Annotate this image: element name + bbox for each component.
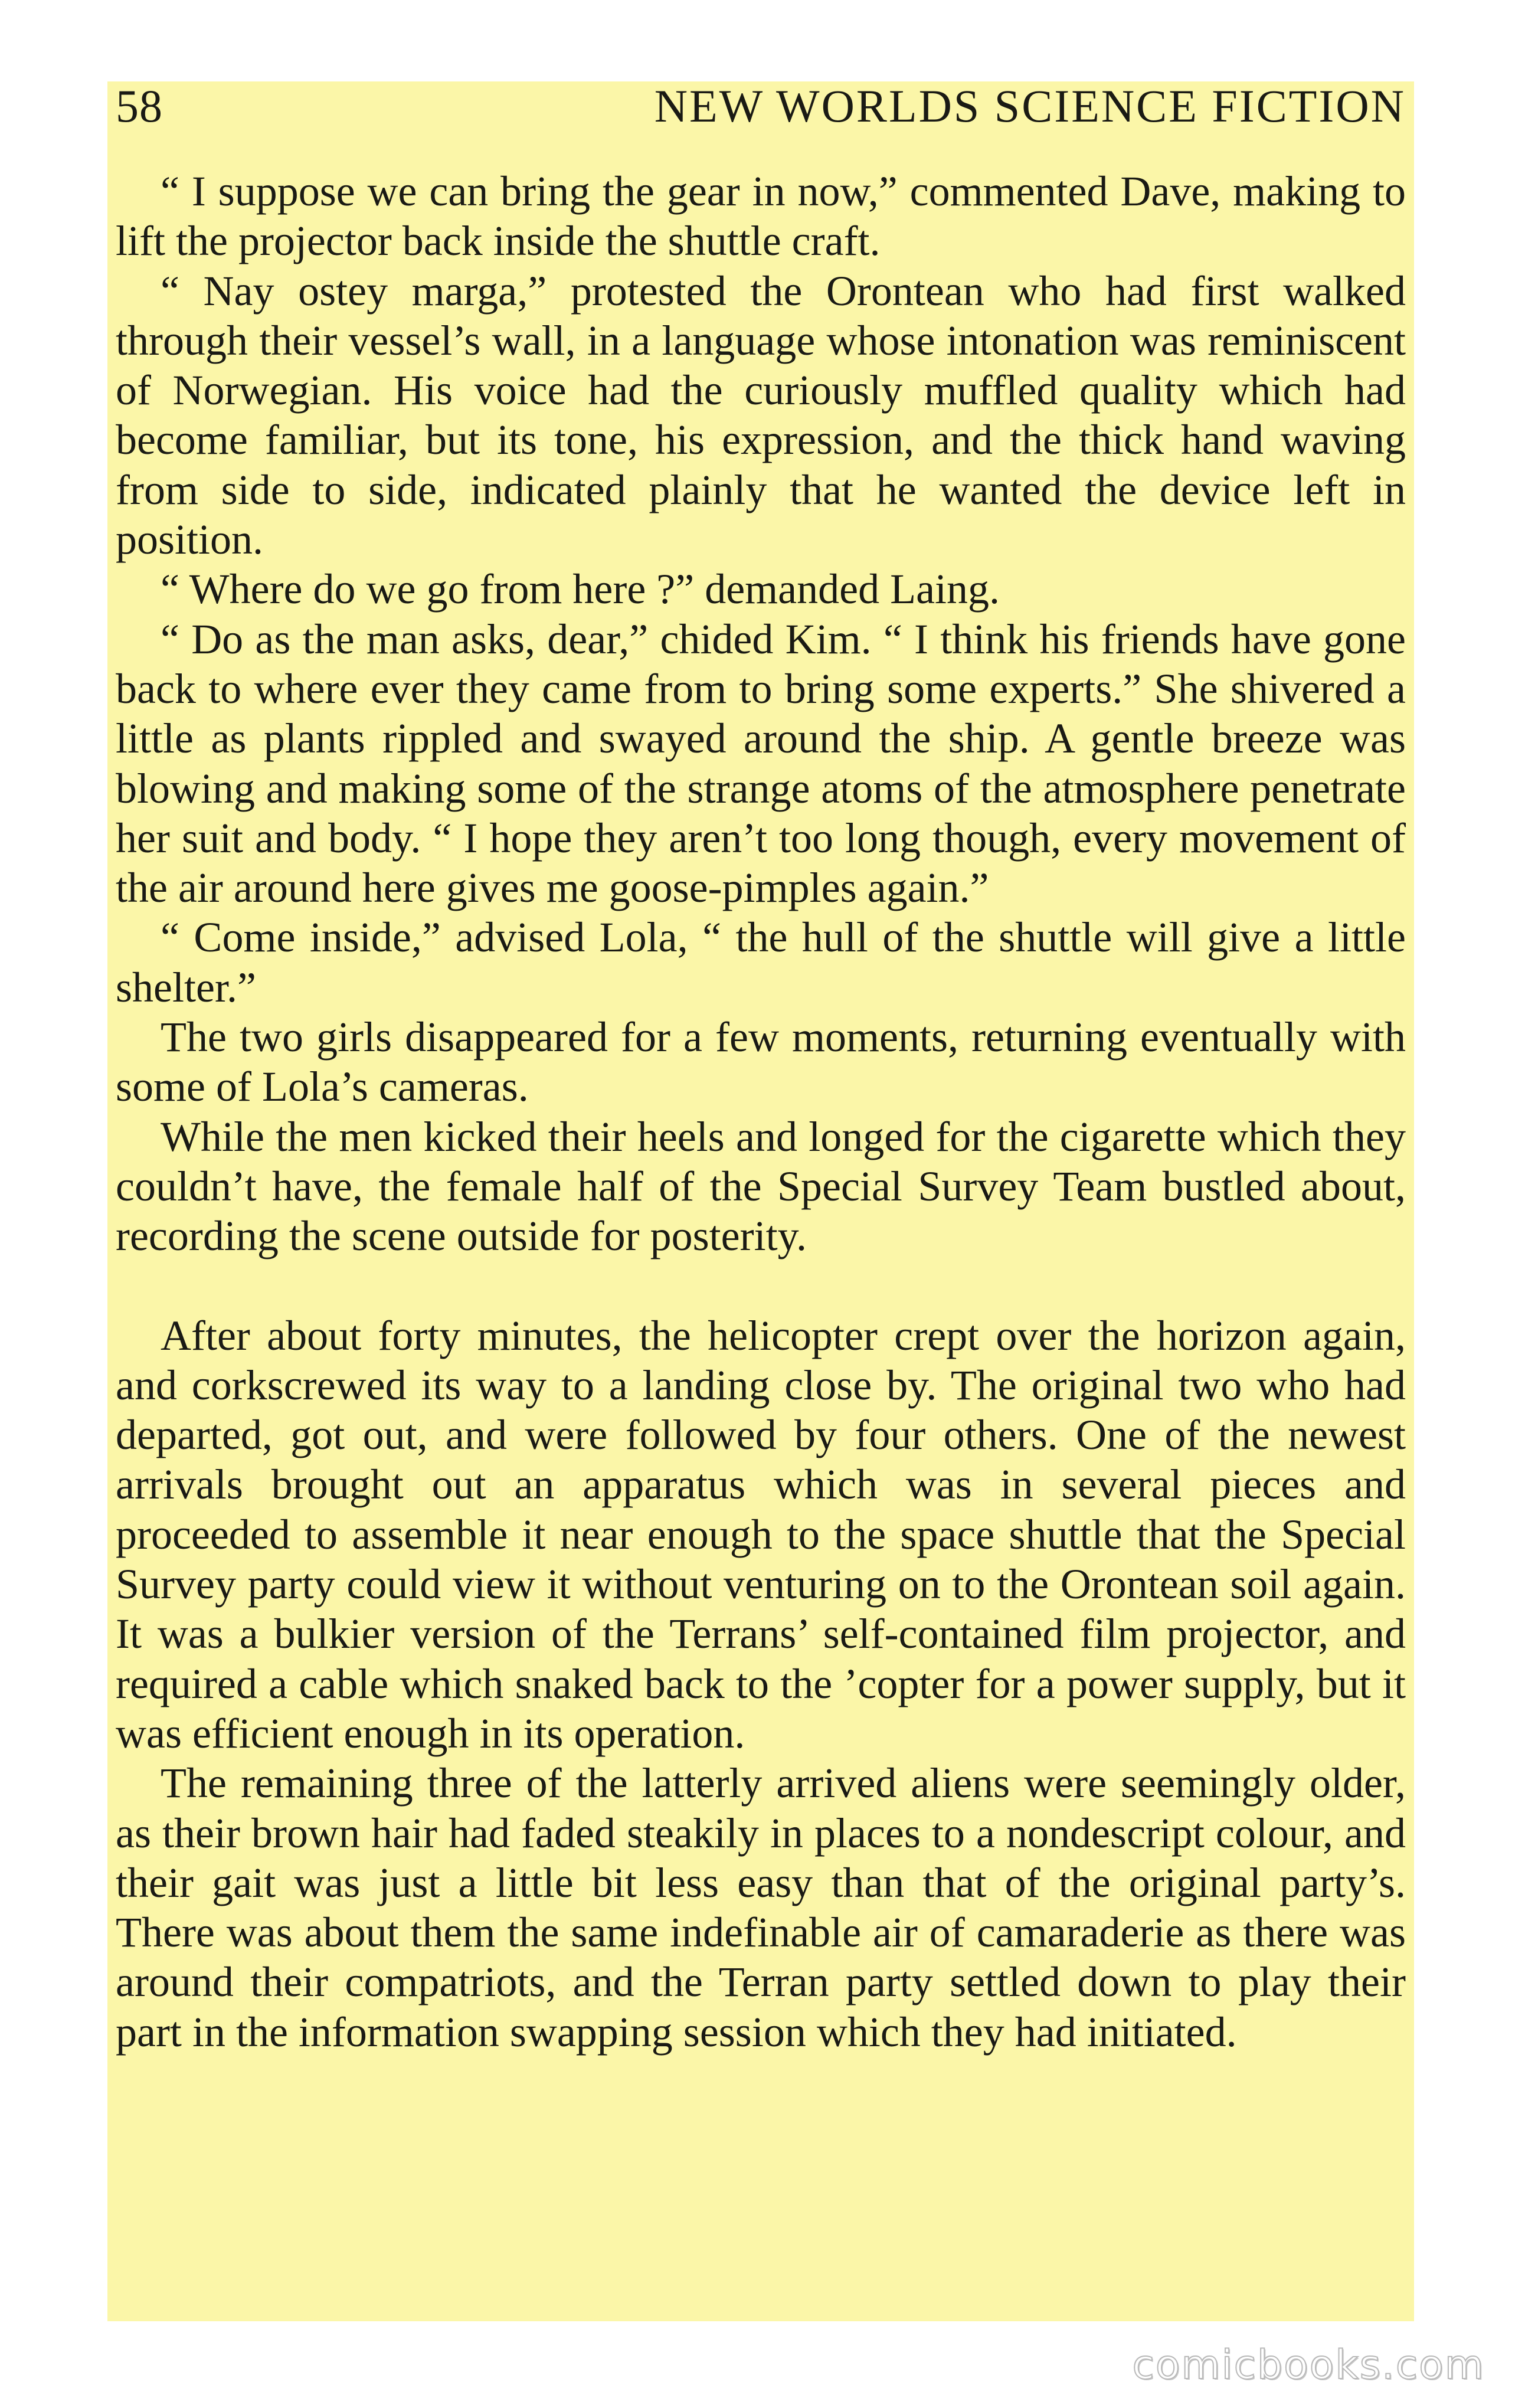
paragraph: “ Nay ostey marga,” protested the Orontean who had first walked through their vessel’s wall, in a language whose intonation was reminiscent of Norwegian. His voice had the curiously muffled quality which had become familiar, but its tone, his expression, and the thick hand waving from side to side, indicated plainly that he wanted the device left in position. <box>116 267 1406 564</box>
paragraph: “ Where do we go from here ?” demanded Laing. <box>161 565 1000 613</box>
paragraph: “ Come inside,” advised Lola, “ the hull of the shuttle will give a little shelter.” <box>116 914 1406 1011</box>
paragraph: “ Do as the man asks, dear,” chided Kim. “ I think his friends have gone back to where ever they came from to bring some experts.” She shivered a little as plants rippled and swayed around the ship. A gentle breeze was blowing and making some of the strange atoms of the atmosphere penetrate her suit and body. “ I hope they aren’t too long though, every movement of the air around here gives me goose-pimples again.” <box>116 615 1406 912</box>
paragraph: The two girls disappeared for a few moments, returning eventually with some of Lola’s cameras. <box>116 1013 1406 1111</box>
page-header <box>116 78 1406 135</box>
running-title: NEW WORLDS SCIENCE FICTION <box>654 80 1406 132</box>
watermark: comicbooks.com <box>1132 2342 1485 2389</box>
story-text <box>116 166 1406 2057</box>
page-number: 58 <box>116 80 163 132</box>
paragraph: While the men kicked their heels and longed for the cigarette which they couldn’t have, the female half of the Special Survey Team bustled about, recording the scene outside for posterity. <box>116 1113 1406 1260</box>
paragraph: “ I suppose we can bring the gear in now,” commented Dave, making to lift the projector back inside the shuttle craft. <box>116 168 1406 265</box>
paragraph: After about forty minutes, the helicopter crept over the horizon again, and corkscrewed its way to a landing close by. The original two who had departed, got out, and were followed by four others. One of the newest arrivals brought out an apparatus which was in several pieces and proceeded to assemble it near enough to the space shuttle that the Special Survey party could view it without venturing on to the Orontean soil again. It was a bulkier version of the Terrans’ self-contained film projector, and required a cable which snaked back to the ’copter for a power supply, but it was efficient enough in its operation. <box>116 1311 1406 1757</box>
paragraph: The remaining three of the latterly arrived aliens were seemingly older, as their brown hair had faded steakily in places to a nondescript colour, and their gait was just a little bit less easy than that of the original party’s. There was about them the same indefinable air of camaraderie as there was around their compatriots, and the Terran party settled down to play their part in the information swapping session which they had initiated. <box>116 1759 1406 2056</box>
